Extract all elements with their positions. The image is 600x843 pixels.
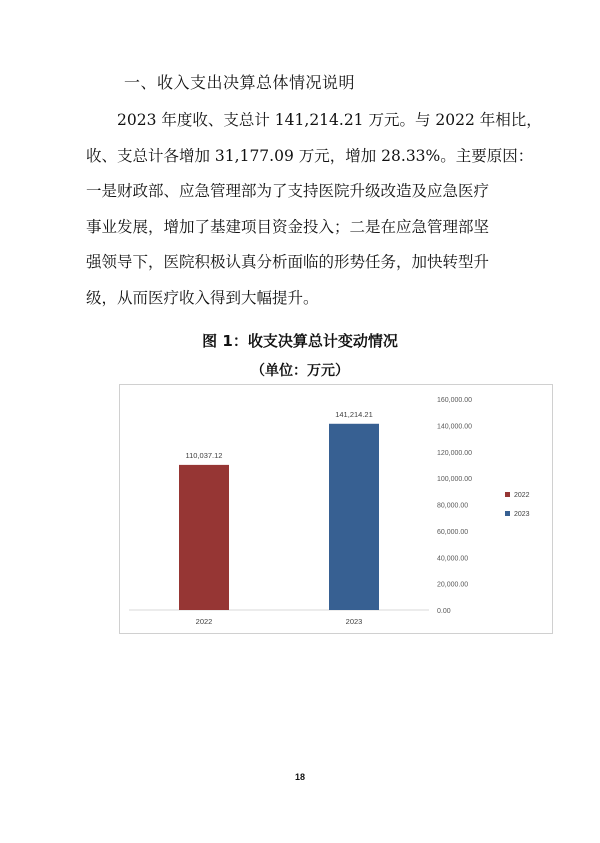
paragraph-line: 收、支总计各增加 31,177.09 万元，增加 28.33%。主要原因： [86,146,534,165]
figure-unit: （单位：万元） [251,363,349,379]
section-heading: 一、收入支出决算总体情况说明 [124,73,356,92]
y-tick-label: 20,000.00 [437,581,469,589]
bar-chart [119,384,553,634]
figure-title: 图 1：收支决算总计变动情况 [202,332,398,350]
y-tick-label: 140,000.00 [437,423,473,431]
x-tick-label: 2023 [345,617,363,626]
data-label: 141,214.21 [335,409,373,419]
y-tick-label: 80,000.00 [437,502,469,510]
legend-label: 2023 [514,511,530,518]
summary-paragraph [86,103,542,317]
legend-swatch [505,492,510,497]
paragraph-line: 2023 年度收、支总计 141,214.21 万元。与 2022 年相比， [117,111,542,129]
y-tick-label: 0.00 [437,608,451,615]
x-tick-label: 2022 [195,617,213,626]
y-tick-label: 160,000.00 [437,397,473,404]
bar [179,465,229,610]
paragraph-line: 级，从而医疗收入得到大幅提升。 [86,288,319,307]
legend-label: 2022 [514,492,530,499]
bar [329,424,379,610]
y-tick-label: 120,000.00 [437,449,473,457]
data-label: 110,037.12 [185,450,223,460]
paragraph-line: 强领导下，医院积极认真分析面临的形势任务，加快转型升 [86,253,490,272]
y-tick-label: 100,000.00 [437,476,473,484]
page-number: 18 [294,772,305,782]
legend-swatch [505,511,510,516]
paragraph-line: 事业发展，增加了基建项目资金投入；二是在应急管理部坚 [86,217,490,236]
paragraph-line: 一是财政部、应急管理部为了支持医院升级改造及应急医疗 [86,182,490,201]
y-tick-label: 60,000.00 [437,528,469,536]
y-tick-label: 40,000.00 [437,555,469,563]
